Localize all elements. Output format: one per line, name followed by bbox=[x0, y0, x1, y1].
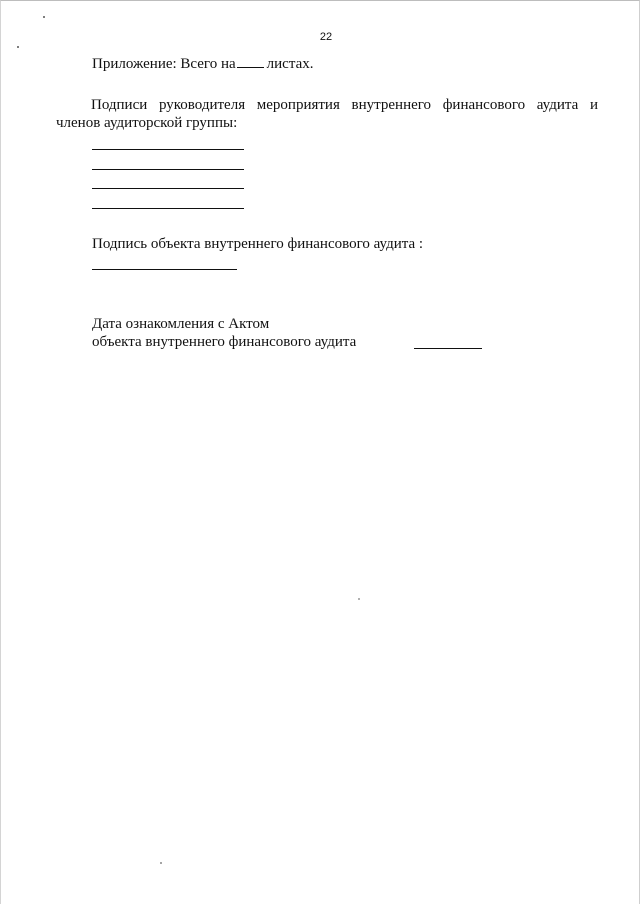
scan-speck bbox=[43, 16, 45, 18]
acquaintance-label-line2: объекта внутреннего финансового аудита bbox=[92, 334, 357, 350]
acquaintance-label-line1: Дата ознакомления с Актом bbox=[92, 316, 270, 332]
scan-speck bbox=[160, 862, 162, 864]
attachment-suffix: листах. bbox=[266, 56, 314, 72]
auditor-signature-line bbox=[92, 169, 244, 170]
auditor-signature-line bbox=[92, 188, 244, 189]
object-signature-label: Подпись объекта внутреннего финансового аудита : bbox=[92, 236, 424, 252]
attachment-prefix: Приложение: Всего на bbox=[92, 56, 236, 72]
scan-speck bbox=[358, 598, 360, 600]
auditor-signature-line bbox=[92, 208, 244, 209]
acquaintance-date-line bbox=[414, 348, 482, 349]
auditor-signature-line bbox=[92, 149, 244, 150]
page-number: 22 bbox=[319, 31, 333, 43]
signatures-heading-line2: членов аудиторской группы: bbox=[56, 115, 238, 131]
object-signature-line bbox=[92, 269, 237, 270]
scan-speck bbox=[17, 46, 19, 48]
attachment-line bbox=[92, 54, 313, 73]
signatures-heading-line1: Подписи руководителя мероприятия внутреннего финансового аудита и bbox=[91, 97, 598, 113]
sheet-count-blank bbox=[237, 54, 264, 68]
